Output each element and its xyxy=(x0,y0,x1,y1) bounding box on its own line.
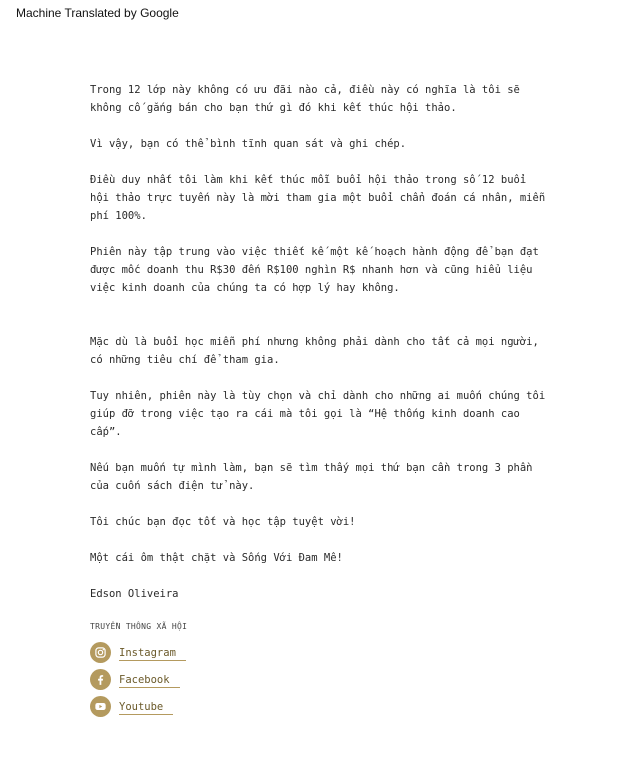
social-item-youtube xyxy=(90,695,550,717)
youtube-icon[interactable] xyxy=(90,696,111,717)
paragraph: Điều duy nhất tôi làm khi kết thúc mỗi buổi hội thảo trong số 12 buổi hội thảo trực tuyến này là mời tham gia một buổi chẩn đoán cá nhân, miễn phí 100%. xyxy=(90,174,546,222)
instagram-link[interactable]: Instagram xyxy=(119,647,186,661)
youtube-link[interactable]: Youtube xyxy=(119,701,173,715)
social-item-instagram xyxy=(90,641,550,663)
paragraph: Tôi chúc bạn đọc tốt và học tập tuyệt vời! xyxy=(90,516,356,528)
facebook-link[interactable]: Facebook xyxy=(119,674,180,688)
paragraph: Một cái ôm thật chặt và Sống Với Đam Mê! xyxy=(90,552,343,564)
signature: Edson Oliveira xyxy=(90,588,179,600)
paragraph: Trong 12 lớp này không có ưu đãi nào cả, điều này có nghĩa là tôi sẽ không cố gắng bán cho bạn thứ gì đó khi kết thúc hội thảo. xyxy=(90,84,520,114)
paragraph: Mặc dù là buổi học miễn phí nhưng không phải dành cho tất cả mọi người, có những tiêu chí để tham gia. xyxy=(90,336,539,366)
paragraph: Phiên này tập trung vào việc thiết kế một kế hoạch hành động để bạn đạt được mốc doanh thu R$30 đến R$100 nghìn R$ nhanh hơn và cũng hiểu liệu việc kinh doanh của chúng ta có hợp lý hay không. xyxy=(90,246,539,294)
social-links-list xyxy=(90,641,550,717)
paragraph: Vì vậy, bạn có thể bình tĩnh quan sát và ghi chép. xyxy=(90,138,407,150)
machine-translation-notice: Machine Translated by Google xyxy=(16,6,179,20)
paragraph: Tuy nhiên, phiên này là tùy chọn và chỉ dành cho những ai muốn chúng tôi giúp đỡ trong việc tạo ra cái mà tôi gọi là “Hệ thống kinh doanh cao cấp”. xyxy=(90,390,546,438)
document-body xyxy=(90,81,550,722)
paragraph: Nếu bạn muốn tự mình làm, bạn sẽ tìm thấy mọi thứ bạn cần trong 3 phần của cuốn sách điện tử này. xyxy=(90,462,533,492)
instagram-icon[interactable] xyxy=(90,642,111,663)
social-item-facebook xyxy=(90,668,550,690)
facebook-icon[interactable] xyxy=(90,669,111,690)
social-media-heading: TRUYỀN THÔNG XÃ HỘI xyxy=(90,622,188,631)
